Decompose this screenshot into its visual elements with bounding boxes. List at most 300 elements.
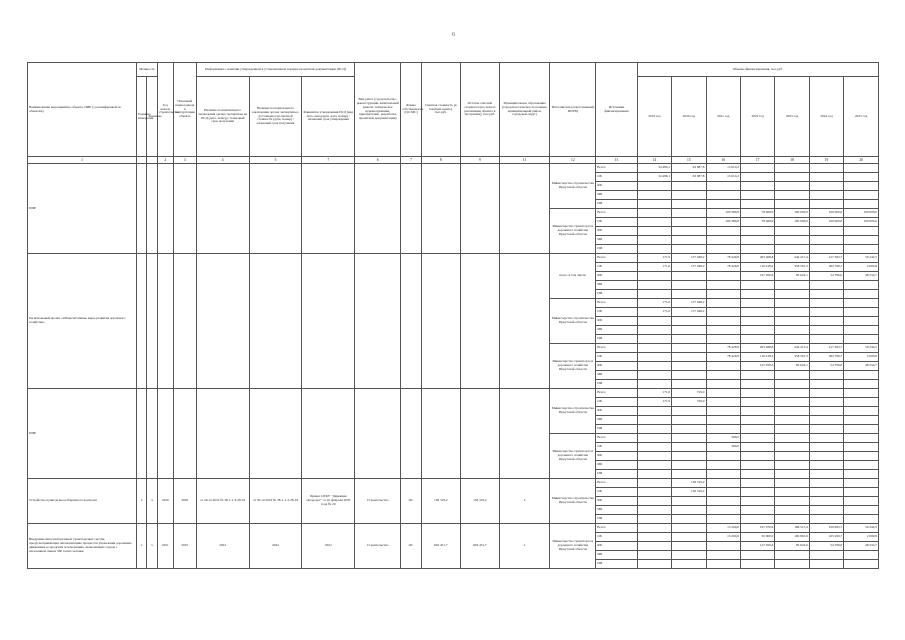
- executor-cell: Министерство строительства Иркутской области: [550, 479, 596, 524]
- amount-cell: 78 468,9: [740, 218, 774, 227]
- amount-cell: [775, 200, 809, 209]
- col-number: 6: [355, 157, 401, 164]
- amount-cell: [844, 227, 879, 236]
- funding-source: ИИ: [596, 470, 637, 479]
- col-number: 16: [706, 157, 740, 164]
- amount-cell: 147 050,6: [740, 272, 774, 281]
- item-plan: 2020: [173, 479, 196, 524]
- header-plan-year: Плановый период ввода в эксплуатацию объекта: [173, 63, 196, 157]
- amount-cell: [740, 335, 774, 344]
- amount-cell: [844, 389, 879, 398]
- executor-cell: Министерство транспорта и дорожного хозяйства Иркутской области: [550, 344, 596, 389]
- item-muni: х: [499, 479, 550, 524]
- amount-cell: [809, 308, 843, 317]
- funding-source: ФБ: [596, 317, 637, 326]
- amount-cell: [740, 182, 774, 191]
- col-number: 5: [249, 157, 302, 164]
- col-number: 15: [672, 157, 706, 164]
- amount-cell: 54 796,0: [809, 272, 843, 281]
- amount-cell: [809, 299, 843, 308]
- amount-cell: [740, 488, 774, 497]
- amount-cell: [672, 515, 706, 524]
- amount-cell: [706, 461, 740, 470]
- amount-cell: 147 050,6: [740, 542, 774, 551]
- col-number: 13: [596, 157, 637, 164]
- amount-cell: [672, 542, 706, 551]
- header-year: 2021 год: [706, 77, 740, 157]
- header-capacity: Мощность: [137, 63, 158, 77]
- item-muni: х: [499, 524, 550, 569]
- item-d3: [302, 389, 355, 479]
- col-number: [137, 157, 147, 164]
- amount-cell: [706, 326, 740, 335]
- col-number: 4: [196, 157, 249, 164]
- item-d1: [196, 389, 249, 479]
- amount-cell: 147 050,6: [740, 362, 774, 371]
- amount-cell: [844, 479, 879, 488]
- amount-cell: [706, 236, 740, 245]
- amount-cell: [706, 497, 740, 506]
- amount-cell: [672, 236, 706, 245]
- amount-cell: 100 000,0: [809, 209, 843, 218]
- executor-cell: всего, в том числе:: [550, 254, 596, 299]
- amount-cell: [844, 425, 879, 434]
- amount-cell: [775, 551, 809, 560]
- amount-cell: [706, 470, 740, 479]
- amount-cell: [844, 317, 879, 326]
- amount-cell: [809, 425, 843, 434]
- amount-cell: 137 048,2: [672, 308, 706, 317]
- amount-cell: [775, 488, 809, 497]
- amount-cell: [809, 317, 843, 326]
- col-number: 20: [844, 157, 879, 164]
- amount-cell: [844, 461, 879, 470]
- funding-source: ОБ: [596, 398, 637, 407]
- item-d1: от 26.12.2019 № 38-1-1-3-28-19: [196, 479, 249, 524]
- funding-source: ФБ: [596, 497, 637, 506]
- amount-cell: [672, 227, 706, 236]
- amount-cell: [809, 290, 843, 299]
- executor-cell: Министерство транспорта и дорожного хозяйства Иркутской области: [550, 434, 596, 479]
- amount-cell: [706, 245, 740, 254]
- amount-cell: [844, 182, 879, 191]
- col-number: 9: [460, 157, 499, 164]
- amount-cell: [844, 380, 879, 389]
- item-start: 2021: [157, 524, 173, 569]
- amount-cell: [672, 218, 706, 227]
- funding-source: Всего: [596, 254, 637, 263]
- item-unit: х: [137, 479, 147, 524]
- amount-cell: [706, 389, 740, 398]
- item-value: [147, 254, 157, 389]
- amount-cell: [844, 443, 879, 452]
- amount-cell: 2 009,8: [844, 263, 879, 272]
- header-unit: Единица измерения: [137, 77, 147, 157]
- amount-cell: [637, 218, 671, 227]
- amount-cell: [672, 551, 706, 560]
- header-start-year: Год начала строительства: [157, 63, 173, 157]
- funding-source: ФБ: [596, 227, 637, 236]
- amount-cell: 48 234,7: [844, 272, 879, 281]
- amount-cell: [844, 416, 879, 425]
- amount-cell: [775, 380, 809, 389]
- amount-cell: [740, 317, 774, 326]
- amount-cell: [775, 299, 809, 308]
- col-number: 2: [157, 157, 173, 164]
- amount-cell: [706, 272, 740, 281]
- amount-cell: 263 468,8: [740, 344, 774, 353]
- table-row: [28, 524, 879, 533]
- amount-cell: [740, 497, 774, 506]
- amount-cell: [809, 434, 843, 443]
- amount-cell: [740, 560, 774, 569]
- amount-cell: 50 244,5: [844, 524, 879, 533]
- item-own: [401, 254, 422, 389]
- item-plan: 2025: [173, 524, 196, 569]
- amount-cell: [637, 524, 671, 533]
- amount-cell: [740, 299, 774, 308]
- item-name: ПИР: [28, 164, 137, 254]
- amount-cell: [740, 407, 774, 416]
- amount-cell: 78 468,9: [740, 209, 774, 218]
- amount-cell: 417 363,7: [809, 344, 843, 353]
- amount-cell: [637, 488, 671, 497]
- amount-cell: 729,0: [672, 398, 706, 407]
- funding-source: ФБ: [596, 452, 637, 461]
- header-year: 2023 год: [775, 77, 809, 157]
- amount-cell: [706, 200, 740, 209]
- amount-cell: 100 891,9: [775, 533, 809, 542]
- amount-cell: [740, 506, 774, 515]
- funding-source: МБ: [596, 371, 637, 380]
- amount-cell: [637, 542, 671, 551]
- amount-cell: [775, 479, 809, 488]
- amount-cell: 300,0: [706, 434, 740, 443]
- col-number: 8: [421, 157, 460, 164]
- item-name: Устройство пунктов весогабаритного контроля: [28, 479, 137, 524]
- item-cost: 694 451,7: [421, 524, 460, 569]
- item-unit: [137, 164, 147, 254]
- amount-cell: 171,0: [637, 299, 671, 308]
- funding-source: ФБ: [596, 272, 637, 281]
- amount-cell: [740, 236, 774, 245]
- col-number: 11: [499, 157, 550, 164]
- item-d2: [249, 254, 302, 389]
- item-name: Внедрение интеллектуальных транспортных систем, предусматривающих автоматизацию процессов управления дорожным движением в городских агломерациях, включающих города с населением свыше 300 тысяч человек: [28, 524, 137, 569]
- item-cost: [421, 254, 460, 389]
- funding-source: МБ: [596, 461, 637, 470]
- amount-cell: 48 234,7: [844, 362, 879, 371]
- amount-cell: [637, 371, 671, 380]
- funding-source: ОБ: [596, 173, 637, 182]
- amount-cell: [706, 308, 740, 317]
- amount-cell: [672, 461, 706, 470]
- amount-cell: 259 065,7: [809, 524, 843, 533]
- amount-cell: [775, 236, 809, 245]
- funding-source: ОБ: [596, 308, 637, 317]
- amount-cell: [809, 191, 843, 200]
- funding-source: ОБ: [596, 488, 637, 497]
- amount-cell: 300,0: [706, 443, 740, 452]
- amount-cell: [740, 398, 774, 407]
- amount-cell: [740, 281, 774, 290]
- item-own: ОС: [401, 479, 422, 524]
- amount-cell: 263 408,8: [740, 254, 774, 263]
- amount-cell: [672, 317, 706, 326]
- amount-cell: [809, 452, 843, 461]
- amount-cell: [672, 191, 706, 200]
- amount-cell: [809, 398, 843, 407]
- amount-cell: [706, 299, 740, 308]
- funding-source: ИИ: [596, 335, 637, 344]
- header-ownership: Форма собственности (ОС/МС): [401, 63, 422, 157]
- amount-cell: [706, 452, 740, 461]
- funding-source: ФБ: [596, 362, 637, 371]
- amount-cell: [672, 416, 706, 425]
- header-docs-sub2: Наличие положительного заключения органа экспертизы о достоверности сметной стоимости (дата, номер) / плановый срок получения: [249, 77, 302, 157]
- amount-cell: [809, 416, 843, 425]
- table-body: [28, 164, 879, 569]
- funding-source: МБ: [596, 551, 637, 560]
- funding-source: МБ: [596, 236, 637, 245]
- amount-cell: [775, 317, 809, 326]
- amount-cell: [844, 371, 879, 380]
- amount-cell: 171,0: [637, 389, 671, 398]
- amount-cell: 444 215,4: [775, 254, 809, 263]
- amount-cell: [637, 380, 671, 389]
- amount-cell: [637, 479, 671, 488]
- amount-cell: [844, 407, 879, 416]
- item-own: [401, 164, 422, 254]
- item-d3: [302, 254, 355, 389]
- header-municipality: Муниципальное образование (городское/сельское поселение, муниципальный район, городской округ): [499, 63, 550, 157]
- amount-cell: [844, 200, 879, 209]
- amount-cell: 50 000,0: [740, 533, 774, 542]
- item-work: [355, 389, 401, 479]
- amount-cell: [706, 425, 740, 434]
- item-value: [147, 389, 157, 479]
- amount-cell: [637, 209, 671, 218]
- funding-source: Всего: [596, 524, 637, 533]
- funding-source: ОБ: [596, 263, 637, 272]
- amount-cell: [844, 560, 879, 569]
- amount-cell: 50 244,5: [844, 254, 879, 263]
- amount-cell: [637, 335, 671, 344]
- amount-cell: 2 009,8: [844, 353, 879, 362]
- amount-cell: [740, 173, 774, 182]
- funding-source: Всего: [596, 299, 637, 308]
- amount-cell: [740, 434, 774, 443]
- funding-source: ИИ: [596, 200, 637, 209]
- amount-cell: [775, 434, 809, 443]
- item-value: х: [147, 524, 157, 569]
- amount-cell: [844, 335, 879, 344]
- funding-source: ИИ: [596, 560, 637, 569]
- funding-source: ИИ: [596, 425, 637, 434]
- amount-cell: [809, 461, 843, 470]
- amount-cell: [637, 245, 671, 254]
- funding-source: МБ: [596, 281, 637, 290]
- amount-cell: [672, 371, 706, 380]
- amount-cell: [672, 506, 706, 515]
- header-sources: Источники финансирования: [596, 63, 637, 157]
- amount-cell: [637, 362, 671, 371]
- funding-source: ИИ: [596, 245, 637, 254]
- amount-cell: [637, 290, 671, 299]
- amount-cell: [844, 245, 879, 254]
- amount-cell: [844, 551, 879, 560]
- amount-cell: 34 480,1: [637, 173, 671, 182]
- item-rem: [460, 254, 499, 389]
- amount-cell: [809, 470, 843, 479]
- amount-cell: [740, 245, 774, 254]
- header-est-cost: Сметная стоимость (в текущих ценах), тыс.руб.: [421, 63, 460, 157]
- item-d1: 2022: [196, 524, 249, 569]
- item-d3: [302, 164, 355, 254]
- amount-cell: [809, 245, 843, 254]
- amount-cell: 136 319,2: [672, 479, 706, 488]
- funding-source: ОБ: [596, 533, 637, 542]
- amount-cell: [740, 443, 774, 452]
- col-number: 18: [775, 157, 809, 164]
- amount-cell: [637, 443, 671, 452]
- amount-cell: [706, 191, 740, 200]
- col-number: 7: [401, 157, 422, 164]
- amount-cell: [672, 335, 706, 344]
- amount-cell: 100 000,0: [775, 209, 809, 218]
- header-name: Наименование мероприятия, объекта, ПИР (с расшифровкой по объектам): [28, 63, 137, 157]
- amount-cell: [844, 470, 879, 479]
- col-number: 7: [302, 157, 355, 164]
- amount-cell: [775, 497, 809, 506]
- amount-cell: 63 087,8: [672, 164, 706, 173]
- amount-cell: [672, 344, 706, 353]
- amount-cell: [809, 497, 843, 506]
- amount-cell: [706, 506, 740, 515]
- amount-cell: [740, 200, 774, 209]
- amount-cell: [672, 245, 706, 254]
- amount-cell: [637, 200, 671, 209]
- amount-cell: [775, 506, 809, 515]
- funding-source: ОБ: [596, 353, 637, 362]
- amount-cell: [672, 281, 706, 290]
- funding-source: Всего: [596, 389, 637, 398]
- funding-source: ИИ: [596, 515, 637, 524]
- amount-cell: 186 515,4: [775, 524, 809, 533]
- item-muni: [499, 164, 550, 254]
- amount-cell: 48 234,7: [844, 542, 879, 551]
- amount-cell: [637, 326, 671, 335]
- amount-cell: [775, 470, 809, 479]
- item-name: ПИР: [28, 389, 137, 479]
- page-number: 6: [452, 32, 455, 38]
- amount-cell: [672, 434, 706, 443]
- amount-cell: 362 769,7: [809, 353, 843, 362]
- amount-cell: 362 769,7: [809, 263, 843, 272]
- amount-cell: [740, 380, 774, 389]
- executor-cell: Министерство строительства Иркутской области: [550, 164, 596, 209]
- amount-cell: [809, 281, 843, 290]
- amount-cell: [706, 479, 740, 488]
- amount-cell: [844, 164, 879, 173]
- item-unit: х: [137, 524, 147, 569]
- amount-cell: [706, 515, 740, 524]
- item-d2: [249, 164, 302, 254]
- amount-cell: [637, 416, 671, 425]
- executor-cell: Министерство транспорта и дорожного хозяйства Иркутской области: [550, 209, 596, 254]
- amount-cell: [809, 227, 843, 236]
- amount-cell: 85 624,1: [775, 362, 809, 371]
- amount-cell: [672, 353, 706, 362]
- amount-cell: [775, 245, 809, 254]
- item-plan: [173, 254, 196, 389]
- funding-source: ОБ: [596, 218, 637, 227]
- amount-cell: [706, 371, 740, 380]
- amount-cell: 34 480,1: [637, 164, 671, 173]
- amount-cell: [844, 326, 879, 335]
- amount-cell: [672, 407, 706, 416]
- amount-cell: 63 087,8: [672, 173, 706, 182]
- amount-cell: [706, 380, 740, 389]
- amount-cell: 78 429,8: [706, 344, 740, 353]
- table-row: [28, 164, 879, 173]
- amount-cell: [637, 317, 671, 326]
- amount-cell: [740, 164, 774, 173]
- amount-cell: 100 000,0: [775, 218, 809, 227]
- amount-cell: [809, 380, 843, 389]
- amount-cell: [740, 290, 774, 299]
- amount-cell: [706, 182, 740, 191]
- amount-cell: [672, 209, 706, 218]
- amount-cell: [672, 533, 706, 542]
- amount-cell: [637, 470, 671, 479]
- item-rem: 136 319,2: [460, 479, 499, 524]
- amount-cell: [637, 461, 671, 470]
- amount-cell: [809, 389, 843, 398]
- amount-cell: [637, 227, 671, 236]
- header-remaining-cost: Остаток сметной стоимости (на начало реализации объекта в программе), тыс.руб.: [460, 63, 499, 157]
- executor-cell: Министерство строительства Иркутской области: [550, 389, 596, 434]
- amount-cell: [809, 335, 843, 344]
- amount-cell: [844, 434, 879, 443]
- amount-cell: [775, 398, 809, 407]
- amount-cell: 85 624,1: [775, 272, 809, 281]
- item-start: [157, 389, 173, 479]
- amount-cell: [637, 515, 671, 524]
- item-work: Строительство: [355, 524, 401, 569]
- funding-source: ФБ: [596, 182, 637, 191]
- amount-cell: [775, 425, 809, 434]
- amount-cell: [809, 506, 843, 515]
- item-d2: [249, 389, 302, 479]
- amount-cell: [775, 335, 809, 344]
- amount-cell: [844, 398, 879, 407]
- amount-cell: [706, 362, 740, 371]
- funding-source: Всего: [596, 434, 637, 443]
- amount-cell: [844, 452, 879, 461]
- item-rem: [460, 164, 499, 254]
- item-plan: [173, 164, 196, 254]
- col-number: 14: [637, 157, 671, 164]
- amount-cell: [809, 551, 843, 560]
- amount-cell: [672, 560, 706, 569]
- amount-cell: [706, 407, 740, 416]
- amount-cell: 50 244,5: [844, 344, 879, 353]
- item-value: [147, 164, 157, 254]
- amount-cell: 15 200,0: [706, 524, 740, 533]
- amount-cell: 15 200,0: [706, 533, 740, 542]
- amount-cell: 165 269,7: [809, 533, 843, 542]
